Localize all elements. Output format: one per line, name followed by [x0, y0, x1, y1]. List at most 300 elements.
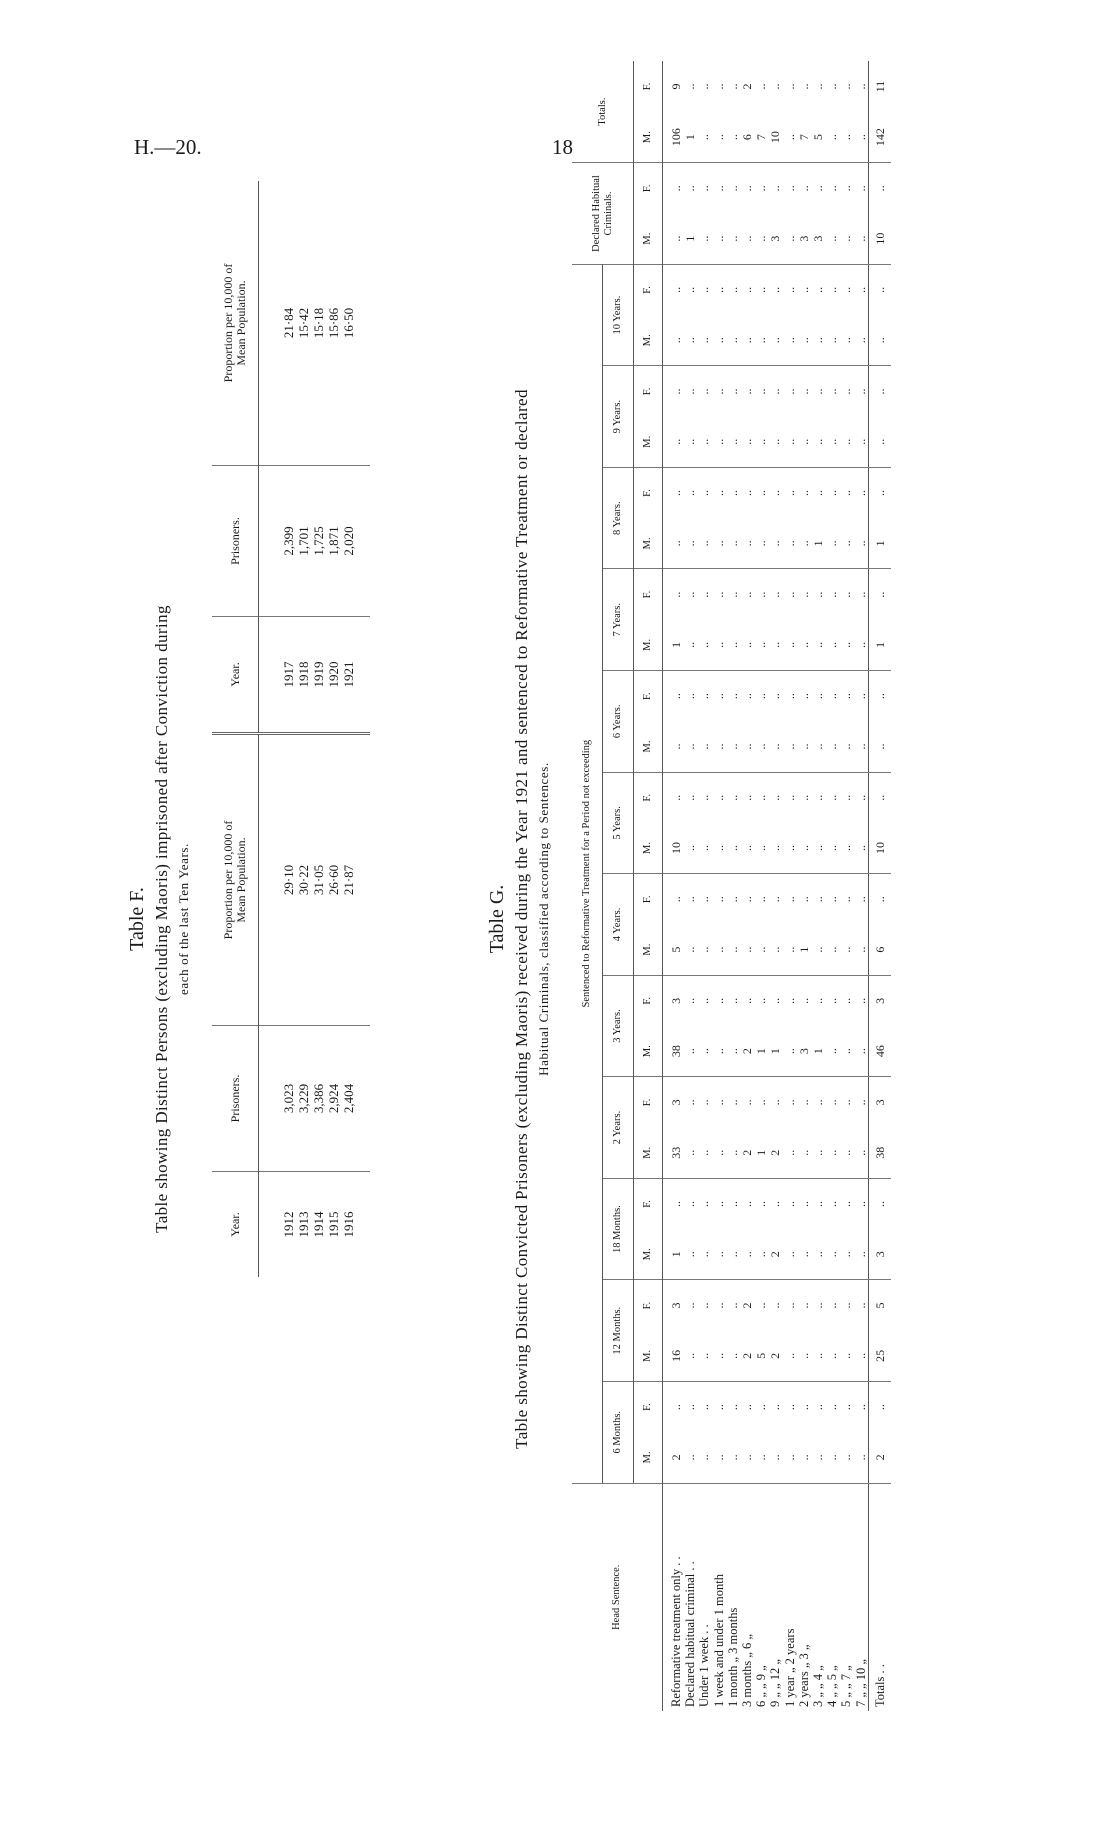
value-cell: ..	[825, 1454, 840, 1461]
table-row	[854, 61, 869, 1711]
row-label: 3 „ „ 4 „	[811, 1483, 825, 1711]
value-cell: ..	[839, 438, 854, 445]
value-cell: ..	[683, 1280, 697, 1331]
table-f-row	[341, 181, 370, 1277]
value-cell: ..	[782, 1149, 797, 1156]
value-cell: ..	[811, 1178, 825, 1229]
value-cell: ..	[697, 337, 712, 344]
value-cell: ..	[782, 1454, 797, 1461]
value-cell: ..	[797, 1077, 811, 1128]
value-cell: ..	[754, 264, 768, 315]
value-cell: ..	[768, 438, 783, 445]
table-g-caption-line1: Table showing Distinct Convicted Prisoners (excluding Maoris) received during the Year 1921 and sentenced to Reformative Treatment or declared	[512, 389, 531, 1449]
value-cell: ..	[811, 1352, 826, 1359]
table-f	[212, 181, 370, 1277]
female-header: F.	[634, 671, 663, 722]
value-cell: ..	[825, 1251, 840, 1258]
proportion-cell: 30·22	[296, 734, 311, 1026]
value-cell: ..	[768, 540, 783, 547]
value-cell: ..	[669, 874, 683, 925]
proportion-cell: 29·10	[259, 734, 297, 1026]
value-cell: ..	[811, 743, 826, 750]
value-cell: ..	[725, 134, 740, 141]
value-cell: ..	[754, 946, 769, 953]
value-cell: ..	[825, 467, 839, 518]
value-cell: ..	[811, 1454, 826, 1461]
value-cell: ..	[797, 163, 811, 214]
value-cell: 3	[669, 1077, 683, 1128]
value-cell: ..	[683, 1077, 697, 1128]
value-cell: ..	[868, 1178, 891, 1229]
period-header: 3 Years.	[603, 975, 634, 1077]
prisoners-cell: 3,023	[259, 1026, 297, 1172]
value-cell: ..	[868, 315, 891, 366]
head-sentence-header: Head Sentence.	[572, 1483, 663, 1711]
value-cell: ..	[825, 1077, 839, 1128]
value-cell: ..	[754, 163, 768, 214]
value-cell: ..	[683, 569, 697, 620]
value-cell: ..	[797, 264, 811, 315]
value-cell: ..	[868, 772, 891, 823]
value-cell: ..	[796, 1251, 811, 1258]
value-cell: ..	[768, 1454, 783, 1461]
value-cell: ..	[669, 540, 683, 547]
value-cell: ..	[768, 743, 783, 750]
table-f-caption-line2: each of the last Ten Years.	[176, 843, 191, 995]
value-cell: ..	[853, 83, 868, 90]
value-cell: ..	[740, 264, 754, 315]
value-cell: ..	[726, 1381, 740, 1432]
value-cell: ..	[839, 337, 854, 344]
row-label: Reformative treatment only . .	[669, 1483, 683, 1711]
value-cell: ..	[768, 1077, 782, 1128]
prisoners-cell: 3,386	[311, 1026, 326, 1172]
value-cell: ..	[853, 641, 868, 648]
proportion-cell: 26·60	[326, 734, 341, 1026]
value-cell: ..	[740, 540, 755, 547]
value-cell: ..	[697, 134, 712, 141]
period-header: 5 Years.	[603, 772, 634, 874]
value-cell: ..	[697, 1280, 711, 1331]
value-cell: ..	[712, 671, 726, 722]
value-cell: ..	[711, 1149, 726, 1156]
value-cell: ..	[725, 641, 740, 648]
male-header: M.	[634, 620, 663, 671]
row-label: Declared habitual criminal . .	[683, 1483, 697, 1711]
value-cell: ..	[683, 1352, 698, 1359]
value-cell: ..	[754, 540, 769, 547]
value-cell: 2	[740, 1280, 754, 1331]
totals-header: Totals.	[572, 61, 634, 163]
value-cell: 1	[796, 946, 811, 953]
year-cell: 1919	[311, 617, 326, 734]
value-cell: ..	[725, 83, 740, 90]
value-cell: ..	[726, 569, 740, 620]
value-cell: ..	[839, 467, 853, 518]
value-cell: ..	[726, 163, 740, 214]
female-header: F.	[634, 569, 663, 620]
value-cell: ..	[697, 1178, 711, 1229]
value-cell: ..	[839, 569, 853, 620]
value-cell: ..	[725, 1352, 740, 1359]
value-cell: 10	[669, 842, 683, 855]
table-row	[697, 61, 711, 1711]
table-row	[740, 61, 754, 1711]
row-label: 2 years „ 3 „	[797, 1483, 811, 1711]
value-cell: ..	[754, 671, 768, 722]
value-cell: 3	[669, 975, 683, 1026]
value-cell: ..	[854, 467, 869, 518]
value-cell: ..	[825, 1352, 840, 1359]
value-cell: ..	[839, 366, 853, 417]
value-cell: ..	[669, 235, 683, 242]
value-cell: ..	[768, 163, 782, 214]
value-cell: ..	[669, 671, 683, 722]
male-header: M.	[634, 1026, 663, 1077]
value-cell: ..	[711, 438, 726, 445]
value-cell: ..	[683, 540, 698, 547]
value-cell: ..	[839, 163, 853, 214]
value-cell: ..	[726, 366, 740, 417]
proportion-cell: 15·86	[326, 307, 341, 339]
value-cell: ..	[726, 772, 740, 823]
value-cell: 1	[669, 1251, 683, 1258]
value-cell: ..	[768, 845, 783, 852]
male-header: M.	[634, 1128, 663, 1179]
table-f-header-year: Year.	[212, 617, 259, 734]
value-cell: ..	[797, 874, 811, 925]
value-cell: ..	[697, 83, 712, 90]
value-cell: ..	[783, 772, 797, 823]
value-cell: ..	[768, 946, 783, 953]
value-cell: ..	[711, 1251, 726, 1258]
value-cell: 7	[754, 134, 769, 141]
row-label: 3 months „ 6 „	[740, 1483, 754, 1711]
value-cell: ..	[697, 1048, 712, 1055]
value-cell: ..	[825, 366, 839, 417]
value-cell: ..	[854, 1178, 869, 1229]
prisoners-cell: 3,229	[296, 1026, 311, 1172]
value-cell: ..	[783, 1381, 797, 1432]
table-f-header-year: Year.	[212, 1172, 259, 1278]
table-row	[669, 61, 683, 1711]
value-cell: ..	[783, 163, 797, 214]
value-cell: ..	[768, 83, 783, 90]
value-cell: ..	[811, 975, 825, 1026]
value-cell: 2	[768, 1251, 783, 1258]
value-cell: ..	[740, 641, 755, 648]
value-cell: ..	[839, 540, 854, 547]
value-cell: ..	[854, 874, 869, 925]
value-cell: ..	[782, 743, 797, 750]
value-cell: ..	[726, 671, 740, 722]
value-cell: ..	[683, 438, 698, 445]
male-header: M.	[634, 214, 663, 265]
female-header: F.	[634, 772, 663, 823]
value-cell: ..	[697, 946, 712, 953]
value-cell: 16	[669, 1349, 683, 1362]
sex-header-row	[634, 61, 663, 1711]
value-cell: ..	[796, 83, 811, 90]
value-cell: ..	[783, 874, 797, 925]
table-f-caption-line1: Table showing Distinct Persons (excluding Maoris) imprisoned after Conviction during	[152, 605, 171, 1233]
value-cell: ..	[782, 337, 797, 344]
prisoners-cell: 1,701	[296, 466, 311, 617]
value-cell: ..	[683, 641, 698, 648]
prisoners-cell: 2,924	[326, 1026, 341, 1172]
value-cell: ..	[839, 1454, 854, 1461]
female-header: F.	[634, 874, 663, 925]
value-cell: ..	[697, 264, 711, 315]
value-cell: ..	[697, 772, 711, 823]
value-cell: ..	[740, 975, 754, 1026]
value-cell: ..	[754, 1251, 769, 1258]
value-cell: ..	[854, 366, 869, 417]
value-cell: ..	[853, 1454, 868, 1461]
value-cell: ..	[783, 671, 797, 722]
proportion-cell: 31·05	[311, 734, 326, 1026]
value-cell: ..	[811, 1077, 825, 1128]
value-cell: 2	[740, 1352, 755, 1359]
value-cell: ..	[726, 975, 740, 1026]
value-cell: ..	[796, 641, 811, 648]
male-header: M.	[634, 112, 663, 163]
value-cell: ..	[725, 1454, 740, 1461]
value-cell: ..	[683, 83, 698, 90]
value-cell: ..	[726, 874, 740, 925]
value-cell: 3	[669, 1280, 683, 1331]
value-cell: ..	[783, 264, 797, 315]
value-cell: ..	[683, 1381, 697, 1432]
row-label: 9 „ „ 12 „	[768, 1483, 782, 1711]
value-cell: ..	[740, 366, 754, 417]
value-cell: ..	[811, 438, 826, 445]
value-cell: ..	[811, 1381, 825, 1432]
value-cell: ..	[726, 1280, 740, 1331]
period-header: 8 Years.	[603, 467, 634, 569]
value-cell: ..	[711, 743, 726, 750]
value-cell: ..	[854, 264, 869, 315]
value-cell: ..	[683, 671, 697, 722]
value-cell: ..	[797, 569, 811, 620]
value-cell: ..	[697, 1352, 712, 1359]
value-cell: 33	[669, 1146, 683, 1159]
male-header: M.	[634, 315, 663, 366]
value-cell: ..	[868, 417, 891, 468]
value-cell: ..	[711, 1048, 726, 1055]
value-cell: ..	[825, 1381, 839, 1432]
value-cell: ..	[825, 235, 840, 242]
value-cell: ..	[669, 337, 683, 344]
value-cell: ..	[839, 874, 853, 925]
value-cell: ..	[825, 671, 839, 722]
value-cell: ..	[839, 845, 854, 852]
prisoners-cell: 1,725	[311, 466, 326, 617]
male-header: M.	[634, 1432, 663, 1483]
female-header: F.	[634, 467, 663, 518]
value-cell: ..	[740, 671, 754, 722]
value-cell: ..	[811, 874, 825, 925]
value-cell: ..	[839, 1048, 854, 1055]
value-cell: ..	[839, 671, 853, 722]
value-cell: 2	[740, 1149, 755, 1156]
value-cell: ..	[839, 235, 854, 242]
value-cell: 3	[811, 235, 826, 242]
table-row	[825, 61, 839, 1711]
proportion-cell: 16·50	[341, 307, 356, 339]
value-cell: ..	[711, 641, 726, 648]
table-row	[839, 61, 853, 1711]
value-cell: ..	[712, 366, 726, 417]
value-cell: ..	[711, 845, 726, 852]
value-cell: ..	[683, 467, 697, 518]
value-cell: 38	[669, 1045, 683, 1058]
value-cell: 1	[669, 641, 683, 648]
value-cell: ..	[740, 1178, 754, 1229]
value-cell: ..	[726, 467, 740, 518]
value-cell: ..	[768, 772, 782, 823]
value-cell: ..	[782, 134, 797, 141]
row-label: 1 week and under 1 month	[712, 1483, 726, 1711]
value-cell: ..	[697, 467, 711, 518]
value-cell: ..	[740, 235, 755, 242]
value-cell: ..	[854, 671, 869, 722]
year-cell: 1913	[296, 1172, 311, 1278]
value-cell: ..	[712, 1280, 726, 1331]
value-cell: ..	[740, 772, 754, 823]
value-cell: ..	[712, 874, 726, 925]
female-header: F.	[634, 1178, 663, 1229]
value-cell: 1	[811, 1048, 826, 1055]
value-cell: ..	[853, 235, 868, 242]
value-cell: ..	[712, 264, 726, 315]
value-cell: ..	[726, 264, 740, 315]
value-cell: ..	[754, 743, 769, 750]
value-cell: 5	[811, 134, 826, 141]
value-cell: ..	[853, 1149, 868, 1156]
period-header-row	[603, 61, 634, 1711]
value-cell: ..	[768, 1178, 782, 1229]
value-cell: ..	[725, 845, 740, 852]
value-cell: ..	[853, 1251, 868, 1258]
proportion-cell: 15·42	[296, 307, 311, 339]
value-cell: ..	[669, 743, 683, 750]
value-cell: ..	[697, 438, 712, 445]
value-cell: ..	[669, 467, 683, 518]
period-header: 18 Months.	[603, 1178, 634, 1280]
row-label: 1 year „ 2 years	[783, 1483, 797, 1711]
value-cell: 1	[683, 235, 698, 242]
value-cell: ..	[726, 1077, 740, 1128]
value-cell: ..	[839, 1280, 853, 1331]
value-cell: ..	[782, 1048, 797, 1055]
table-row	[683, 61, 697, 1711]
value-cell: ..	[839, 641, 854, 648]
value-cell: ..	[754, 845, 769, 852]
value-cell: 1	[683, 134, 698, 141]
value-cell: ..	[740, 1381, 754, 1432]
value-cell: ..	[669, 264, 683, 315]
value-cell: ..	[740, 874, 754, 925]
value-cell: ..	[711, 540, 726, 547]
period-header: 6 Years.	[603, 671, 634, 773]
value-cell: ..	[839, 1352, 854, 1359]
value-cell: ..	[754, 1077, 768, 1128]
value-cell: ..	[768, 569, 782, 620]
value-cell: ..	[782, 83, 797, 90]
value-cell: ..	[768, 1381, 782, 1432]
value-cell: ..	[712, 1178, 726, 1229]
value-cell: 2	[740, 1048, 755, 1055]
value-cell: ..	[825, 438, 840, 445]
value-cell: 3	[796, 235, 811, 242]
value-cell: ..	[725, 540, 740, 547]
value-cell: 1	[868, 620, 891, 671]
value-cell: ..	[839, 772, 853, 823]
value-cell: ..	[854, 975, 869, 1026]
value-cell: ..	[754, 1178, 768, 1229]
value-cell: ..	[825, 845, 840, 852]
value-cell: ..	[796, 1352, 811, 1359]
value-cell: ..	[754, 1280, 768, 1331]
value-cell: 2	[768, 1352, 783, 1359]
value-cell: ..	[783, 1280, 797, 1331]
value-cell: ..	[797, 1280, 811, 1331]
page-number: 18	[552, 135, 573, 159]
value-cell: ..	[683, 772, 697, 823]
value-cell: ..	[768, 337, 783, 344]
proportion-cell: 21·87	[341, 734, 370, 1026]
value-cell: ..	[853, 946, 868, 953]
totals-row	[868, 61, 891, 1711]
value-cell: ..	[797, 671, 811, 722]
value-cell: ..	[868, 671, 891, 722]
male-header: M.	[634, 721, 663, 772]
value-cell: 11	[868, 61, 891, 112]
value-cell: ..	[697, 743, 712, 750]
value-cell: ..	[839, 743, 854, 750]
row-label: 4 „ „ 5 „	[825, 1483, 839, 1711]
value-cell: ..	[796, 540, 811, 547]
value-cell: ..	[825, 569, 839, 620]
value-cell: ..	[797, 366, 811, 417]
female-header: F.	[634, 1077, 663, 1128]
value-cell: ..	[712, 163, 726, 214]
value-cell: ..	[754, 569, 768, 620]
year-cell: 1914	[311, 1172, 326, 1278]
value-cell: ..	[683, 874, 697, 925]
value-cell: ..	[868, 163, 891, 214]
value-cell: ..	[725, 438, 740, 445]
value-cell: 1	[768, 1048, 783, 1055]
value-cell: ..	[754, 1381, 768, 1432]
value-cell: ..	[754, 975, 768, 1026]
value-cell: ..	[839, 975, 853, 1026]
value-cell: ..	[854, 1381, 869, 1432]
table-g-title: Table G.	[486, 884, 508, 954]
value-cell: ..	[797, 1381, 811, 1432]
value-cell: ..	[825, 946, 840, 953]
value-cell: ..	[683, 743, 698, 750]
value-cell: ..	[683, 1048, 698, 1055]
table-row	[754, 61, 768, 1711]
male-header: M.	[634, 1229, 663, 1280]
female-header: F.	[634, 1381, 663, 1432]
proportion-cell: 15·18	[311, 307, 326, 339]
value-cell: ..	[796, 1149, 811, 1156]
value-cell: ..	[669, 163, 683, 214]
table-f-header-prisoners: Prisoners.	[212, 466, 259, 617]
